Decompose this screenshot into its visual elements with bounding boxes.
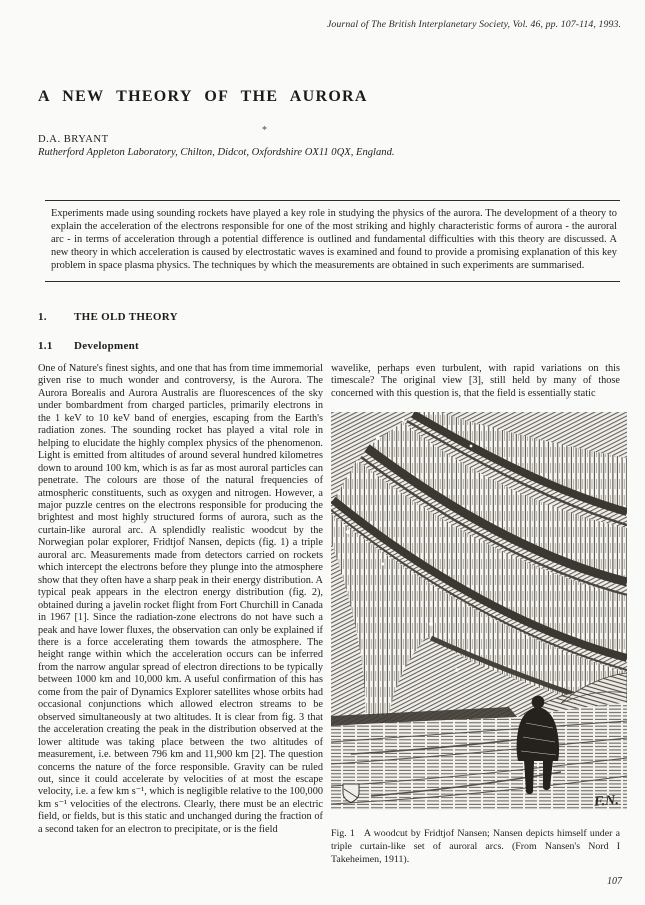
subsection-number: 1.1: [38, 340, 53, 352]
author-note-mark: *: [262, 125, 267, 136]
section-number: 1.: [38, 311, 47, 323]
figure-caption-label: Fig. 1: [331, 828, 355, 839]
author-affiliation: Rutherford Appleton Laboratory, Chilton, Didcot, Oxfordshire OX11 0QX, England.: [38, 147, 395, 158]
figure-caption-text: A woodcut by Fridtjof Nansen; Nansen depicts himself under a triple curtain-like set of auroral arcs. (From Nansen's Nord I Takeheimen, 1911).: [331, 828, 620, 865]
page-number: 107: [607, 876, 622, 887]
section-heading-1: [38, 311, 178, 323]
section-title: THE OLD THEORY: [74, 311, 178, 323]
right-column-paragraph: wavelike, perhaps even turbulent, with rapid variations on this timescale? The original view [3], still held by many of those concerned with this question is, that the field is essentially static: [331, 363, 620, 399]
article-title: A NEW THEORY OF THE AURORA: [38, 88, 368, 105]
left-column-paragraph: One of Nature's finest sights, and one that has from time immemorial given rise to much wonder and controversy, is the Aurora. The Aurora Borealis and Aurora Australis are fluorescences of the sky under bombardment from charged particles, primarily electrons in the 1 keV to 10 keV band of energies, escaping from the Earth's radiation zones. The sounding rocket has played a vital role in helping to elucidate the highly complex physics of the phenomenon. Light is emitted from altitudes of around several hundred kilometres down to around 100 km, which is as far as most auroral particles can penetrate. The colours are those of the natural frequencies of atmospheric constituents, such as oxygen and nitrogen. However, a major puzzle centres on the electrons responsible for producing the brightest and most highly structured forms of aurora, such as the curtain-like auroral arc. A splendidly realistic woodcut by the Norwegian polar explorer, Fridtjof Nansen, depicts (fig. 1) a triple auroral arc. Measurements made from detectors carried on rockets which intercept the electrons before they plunge into the atmosphere show that they often have a sharp peak in their energy distribution. A typical peak appears in the electron energy distribution (fig. 2), obtained during a javelin rocket flight from Fort Churchill in Canada in 1967 [1]. Since the radiation-zone electrons do not have such a peak and have lower fluxes, the observation can only be explained if there is a force accelerating them towards the atmosphere. The height range within which the acceleration occurs can be inferred from the narrow angular spread of electron directions to be typically between 1000 km and 10,000 km. A useful confirmation of this has come from the pair of Dynamics Explorer satellites whose orbits had occasional conjunctions which allowed electron streams to be observed simultaneously at two altitudes. It is clear from fig. 3 that the acceleration creating the peak in the distribution observed at the lower altitude was taking place between the two altitudes of measurement, i.e. between 796 km and 11,900 km [2]. The question concerns the nature of the force responsible. Gravity can be ruled out, since it could accelerate by velocities of at most the escape velocity, i.e. a few km s⁻¹, which is negligible relative to the 100,000 km s⁻¹ velocities of the electrons. Clearly, there must be an electric field, or fields, but is this static and unchanged during the fraction of a second taken for an electron to precipitate, or is the field: [38, 363, 323, 835]
abstract-text: Experiments made using sounding rockets have played a key role in studying the physics of the aurora. The development of a theory to explain the acceleration of the electrons responsible for one of the most striking and highly characteristic forms of aurora - the auroral arc - in terms of acceleration through a potential difference is outlined and fundamental difficulties with this theory are discussed. A new theory in which acceleration is caused by electrostatic waves is examined and found to provide a promising explanation of this key problem in space plasma physics. The techniques by which the measurements are obtained in such experiments are summarised.: [51, 208, 617, 272]
figure-1: [331, 412, 627, 810]
journal-header: Journal of The British Interplanetary Society, Vol. 46, pp. 107-114, 1993.: [326, 19, 621, 30]
nansen-woodcut-image: [331, 412, 627, 810]
artist-monogram: F.N.: [593, 793, 620, 810]
abstract-box: [45, 200, 620, 282]
right-column: [331, 363, 620, 400]
subsection-heading-1-1: [38, 340, 139, 352]
subsection-title: Development: [74, 340, 140, 352]
figure-caption: [331, 827, 620, 866]
author-name: D.A. BRYANT: [38, 134, 109, 145]
left-column: [38, 363, 323, 836]
